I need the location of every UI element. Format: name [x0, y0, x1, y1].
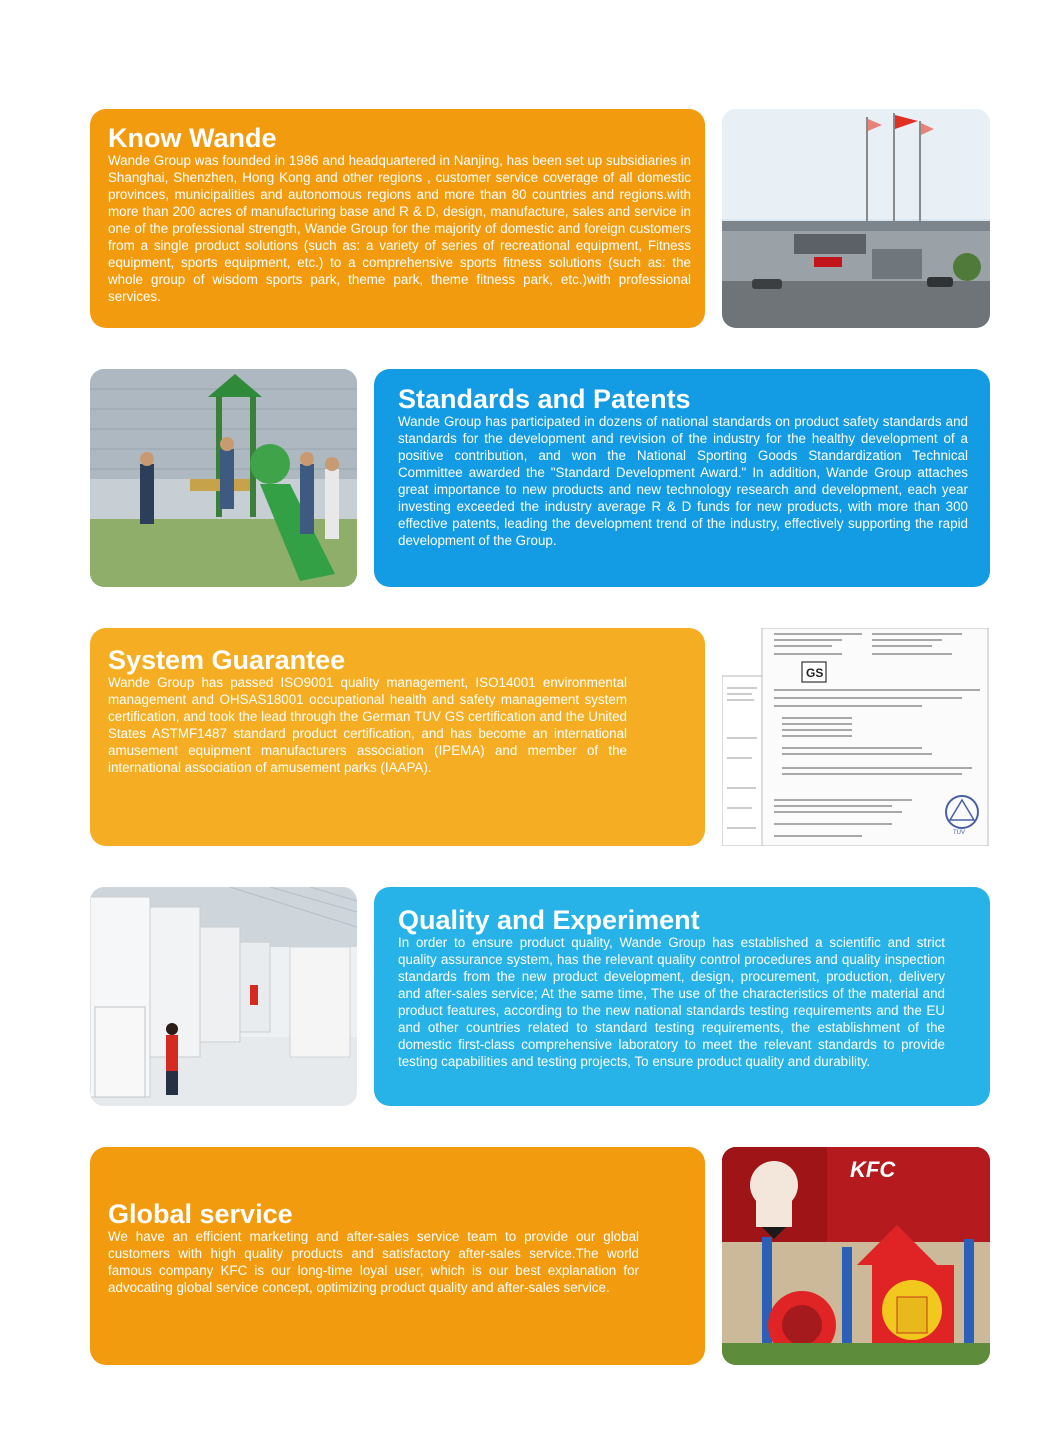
quality-experiment-card	[374, 887, 990, 1106]
know-wande-body: Wande Group was founded in 1986 and headquartered in Nanjing, has been set up subsidiaries in Shanghai, Shenzhen, Hong Kong and other regions , customer service coverage of all domestic provinces, municipalities and autonomous regions and more than 80 countries and regions.with more than 200 acres of manufacturing base and R & D, design, manufacture, sales and service in one of the professional strength, Wande Group for the majority of domestic and foreign customers from a single product solutions (such as: a variety of series of recreational equipment, Fitness equipment, sports equipment, etc.) to a comprehensive sports fitness solutions (such as: the whole group of wisdom sports park, theme park, theme fitness park, etc.)with professional services.	[108, 153, 691, 304]
system-guarantee-card	[90, 628, 705, 846]
global-service-title: Global service	[108, 1199, 293, 1229]
playground-inspection-photo	[90, 369, 357, 587]
standards-patents-title: Standards and Patents	[398, 384, 691, 414]
kfc-playground-photo	[722, 1147, 990, 1365]
certificate-document-photo	[722, 628, 990, 846]
quality-experiment-body: In order to ensure product quality, Wande Group has established a scientific and strict quality assurance system, has the relevant quality control procedures and quality inspection standards from the new product development, design, procurement, production, delivery and after-sales service; At the same time, The use of the characteristics of the material and product features, according to the new national standards testing requirements and the EU and other countries related to standard testing requirements, the establishment of the domestic first-class comprehensive laboratory to meet the relevant standards to provide testing capabilities and testing projects, To ensure product quality and durability.	[398, 935, 945, 1069]
know-wande-card	[90, 109, 705, 328]
global-service-card	[90, 1147, 705, 1365]
testing-laboratory-photo	[90, 887, 357, 1106]
standards-patents-body: Wande Group has participated in dozens of national standards on product safety standards and standards for the development and revision of the industry for the healthy development of a positive contribution, and won the National Sporting Goods Standardization Technical Committee awarded the "Standard Development Award." In addition, Wande Group attaches great importance to new products and new technology research and development, each year investing exceeded the industry average R & D funds for new products, with more than 300 effective patents, leading the development trend of the industry, effectively supporting the rapid development of the Group.	[398, 414, 968, 548]
tuv-badge-text: TÜV	[953, 830, 965, 836]
certificate-svg	[722, 628, 990, 846]
headquarters-building-photo	[722, 109, 990, 328]
kfc-logo-text: KFC	[850, 1157, 896, 1182]
know-wande-title: Know Wande	[108, 123, 277, 153]
global-service-body: We have an efficient marketing and after-sales service team to provide our global customers with high quality products and satisfactory after-sales service.The world famous company KFC is our long-time loyal user, which is our best explanation for advocating global service concept, optimizing product quality and after-sales service.	[108, 1229, 639, 1295]
quality-experiment-title: Quality and Experiment	[398, 905, 700, 935]
system-guarantee-body: Wande Group has passed ISO9001 quality management, ISO14001 environmental management and OHSAS18001 occupational health and safety management system certification, and took the lead through the German TUV GS certification and the United States ASTMF1487 standard product certification, and has become an international amusement equipment manufacturers association (IPEMA) and member of the international association of amusement parks (IAAPA).	[108, 675, 627, 775]
gs-mark-text: GS	[806, 666, 824, 680]
standards-patents-card	[374, 369, 990, 587]
system-guarantee-title: System Guarantee	[108, 645, 346, 675]
